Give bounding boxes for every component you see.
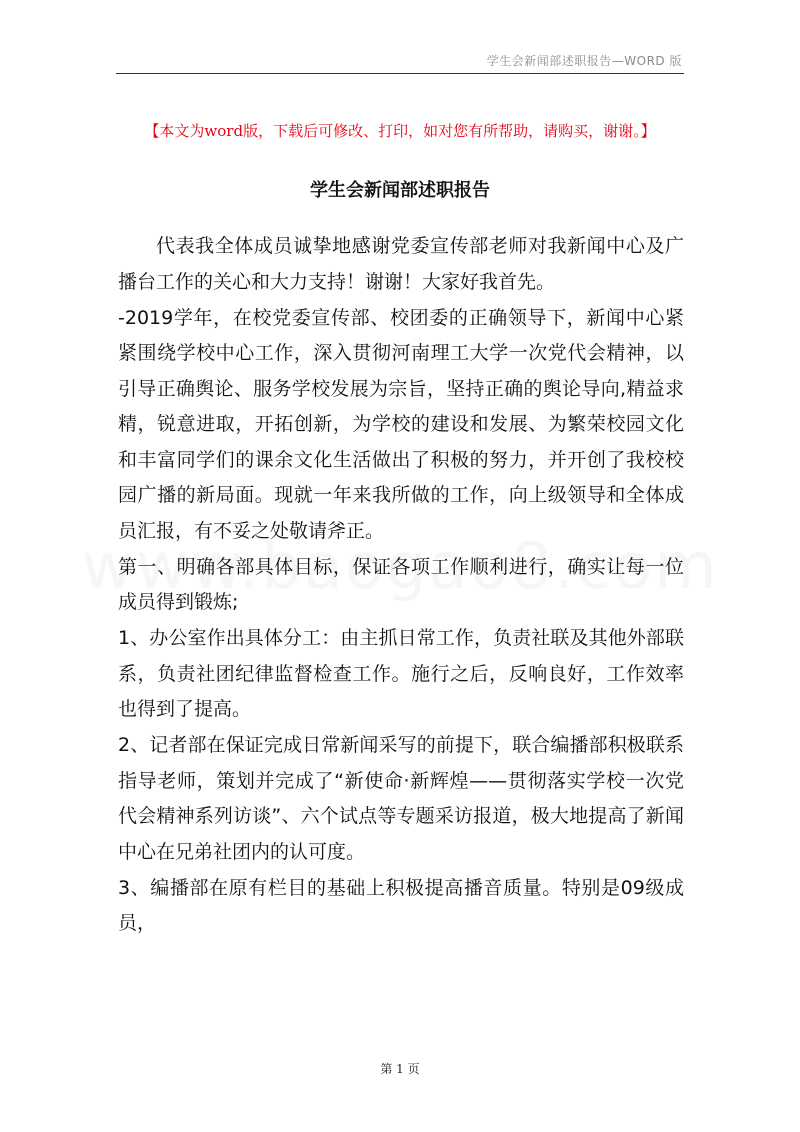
- paragraph-item-reporters: 2、记者部在保证完成日常新闻采写的前提下，联合编播部积极联系指导老师，策划并完成了“新使命·新辉煌——贯彻落实学校一次党代会精神系列访谈”、六个试点等专题采访报道，极大地提高了新闻中心在兄弟社团内的认可度。: [118, 734, 684, 863]
- running-header-title: 学生会新闻部述职报告—WORD 版: [486, 54, 682, 68]
- document-body: [118, 229, 684, 942]
- paragraph-section-one: 第一、明确各部具体目标，保证各项工作顺利进行，确实让每一位成员得到锻炼;: [118, 555, 684, 613]
- header-divider: [116, 73, 684, 74]
- paragraph-overview: -2019学年，在校党委宣传部、校团委的正确领导下，新闻中心紧紧围绕学校中心工作，深入贯彻河南理工大学一次党代会精神，以引导正确舆论、服务学校发展为宗旨，坚持正确的舆论导向,精益求精，锐意进取，开拓创新，为学校的建设和发展、为繁荣校园文化和丰富同学们的课余文化生活做出了积极的努力，并开创了我校校园广播的新局面。现就一年来我所做的工作，向上级领导和全体成员汇报，有不妥之处敬请斧正。: [118, 306, 684, 542]
- paragraph-item-office: 1、办公室作出具体分工：由主抓日常工作，负责社联及其他外部联系，负责社团纪律监督检查工作。施行之后，反响良好，工作效率也得到了提高。: [118, 627, 684, 720]
- paragraph-item-broadcast: 3、编播部在原有栏目的基础上积极提高播音质量。特别是09级成员，: [118, 876, 684, 934]
- page-number: 第 1 页: [380, 1062, 420, 1076]
- purchase-notice: 【本文为word版，下载后可修改、打印，如对您有所帮助，请购买，谢谢。】: [144, 122, 656, 140]
- document-title: 学生会新闻部述职报告: [310, 180, 490, 201]
- paragraph-intro: 代表我全体成员诚挚地感谢党委宣传部老师对我新闻中心及广播台工作的关心和大力支持！谢谢！大家好我首先。: [118, 235, 684, 293]
